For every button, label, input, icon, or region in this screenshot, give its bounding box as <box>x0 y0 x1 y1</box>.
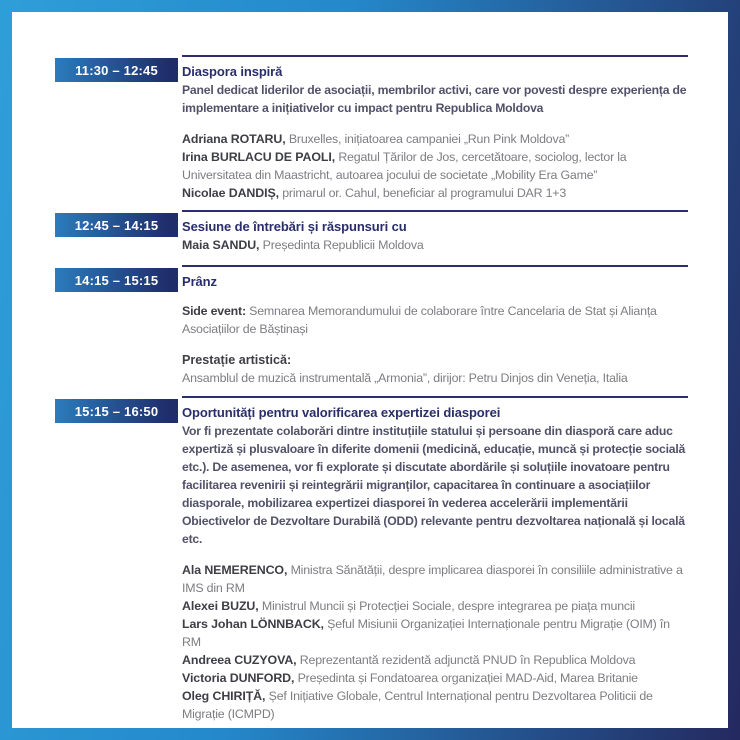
agenda-section-diaspora-inspira <box>55 55 688 202</box>
agenda-section-pranz <box>55 265 688 292</box>
speaker-role: Ministrul Muncii și Protecției Sociale, despre integrarea pe piața muncii <box>261 599 635 613</box>
section-title: Prânz <box>182 274 217 289</box>
time-column <box>55 396 182 423</box>
time-badge <box>55 268 178 292</box>
speaker-role: Președinta Republicii Moldova <box>262 238 424 252</box>
speaker-entry <box>182 669 688 687</box>
section-title: Oportunități pentru valorificarea expertizei diasporei <box>182 405 501 420</box>
extras-block <box>182 302 688 387</box>
time-badge <box>55 399 178 423</box>
speaker-list <box>182 561 688 723</box>
agenda-section-oportunitati <box>55 396 688 723</box>
speaker-role: Șef Inițiative Globale, Centrul Internațional pentru Dezvoltarea Politicii de Migrație (ICMPD) <box>182 689 653 721</box>
artistic-text: Ansamblul de muzică instrumentală „Armonia”, dirijor: Petru Dinjos din Veneția, Italia <box>182 371 628 385</box>
section-title: Sesiune de întrebări și răspunsuri cu <box>182 219 407 234</box>
speaker-name: Lars Johan LÖNNBACK, <box>182 617 324 631</box>
speaker-role: Regatul Țărilor de Jos, cercetătoare, sociolog, lector la Universitatea din Maastricht, autoarea jocului de societate „Mobility Era Game” <box>182 150 627 182</box>
section-body <box>182 265 688 291</box>
speaker-entry <box>182 651 688 669</box>
time-column <box>55 210 182 237</box>
time-badge <box>55 213 178 237</box>
agenda-page <box>12 12 728 728</box>
section-title: Diaspora inspiră <box>182 64 283 79</box>
speaker-name: Ala NEMERENCO, <box>182 563 288 577</box>
time-label: 14:15 – 15:15 <box>74 272 159 288</box>
artistic-label: Prestație artistică: <box>182 353 292 367</box>
time-label: 11:30 – 12:45 <box>75 62 158 78</box>
speaker-role: Ministra Sănătății, despre implicarea diasporei în consiliile administrative a IMS din RM <box>182 563 683 595</box>
speaker-role: Șeful Misiunii Organizației Internaționale pentru Migrație (OIM) în RM <box>182 617 670 649</box>
speaker-entry <box>182 148 688 184</box>
speaker-entry <box>182 236 688 254</box>
speaker-name: Victoria DUNFORD, <box>182 671 295 685</box>
section-description: Panel dedicat liderilor de asociații, membrilor activi, care vor povesti despre experiența de implementare a inițiativelor cu impact pentru Republica Moldova <box>182 83 687 115</box>
time-label: 15:15 – 16:50 <box>74 403 159 419</box>
section-body <box>182 55 688 202</box>
speaker-role: primarul or. Cahul, beneficiar al programului DAR 1+3 <box>282 186 567 200</box>
speaker-role: Bruxelles, inițiatoarea campaniei „Run Pink Moldova” <box>288 132 570 146</box>
time-badge <box>55 58 178 82</box>
speaker-list <box>182 130 688 202</box>
speaker-name: Nicolae DANDIȘ, <box>182 186 279 200</box>
speaker-role: Reprezentantă rezidentă adjunctă PNUD în Republica Moldova <box>299 653 636 667</box>
speaker-entry <box>182 130 688 148</box>
section-body <box>182 210 688 254</box>
section-body <box>182 396 688 723</box>
side-event-text: Semnarea Memorandumului de colaborare între Cancelaria de Stat și Alianța Asociațiilor de Băștinași <box>182 304 657 336</box>
time-column <box>55 55 182 82</box>
section-description: Vor fi prezentate colaborări dintre instituțiile statului și persoane din diasporă care aduc expertiză și plusvaloare în diferite domenii (medicină, educație, muncă și protecție socială etc.). De asemenea, vor fi explorate și discutate abordările și soluțiile inovatoare pentru facilitarea revenirii și reintegrării migranților, capacitarea în continuare a asociațiilor diasporale, mobilizarea expertizei diasporei în vederea accelerării implementării Obiectivelor de Dezvoltare Durabilă (ODD) relevante pentru dezvoltarea națională și locală etc. <box>182 424 686 546</box>
time-column <box>55 265 182 292</box>
speaker-entry <box>182 561 688 597</box>
speaker-name: Maia SANDU, <box>182 238 260 252</box>
speaker-entry <box>182 597 688 615</box>
side-event-label: Side event: <box>182 304 246 318</box>
speaker-name: Oleg CHIRIȚĂ, <box>182 689 266 703</box>
speaker-entry <box>182 615 688 651</box>
speaker-name: Alexei BUZU, <box>182 599 259 613</box>
speaker-entry <box>182 184 688 202</box>
speaker-role: Președinta și Fondatoarea organizației MAD-Aid, Marea Britanie <box>297 671 638 685</box>
speaker-name: Irina BURLACU DE PAOLI, <box>182 150 336 164</box>
time-label: 12:45 – 14:15 <box>74 217 159 233</box>
side-event-line <box>182 302 688 338</box>
agenda-section-qa-maia-sandu <box>55 210 688 254</box>
speaker-name: Andreea CUZYOVA, <box>182 653 297 667</box>
speaker-name: Adriana ROTARU, <box>182 132 286 146</box>
speaker-entry <box>182 687 688 723</box>
